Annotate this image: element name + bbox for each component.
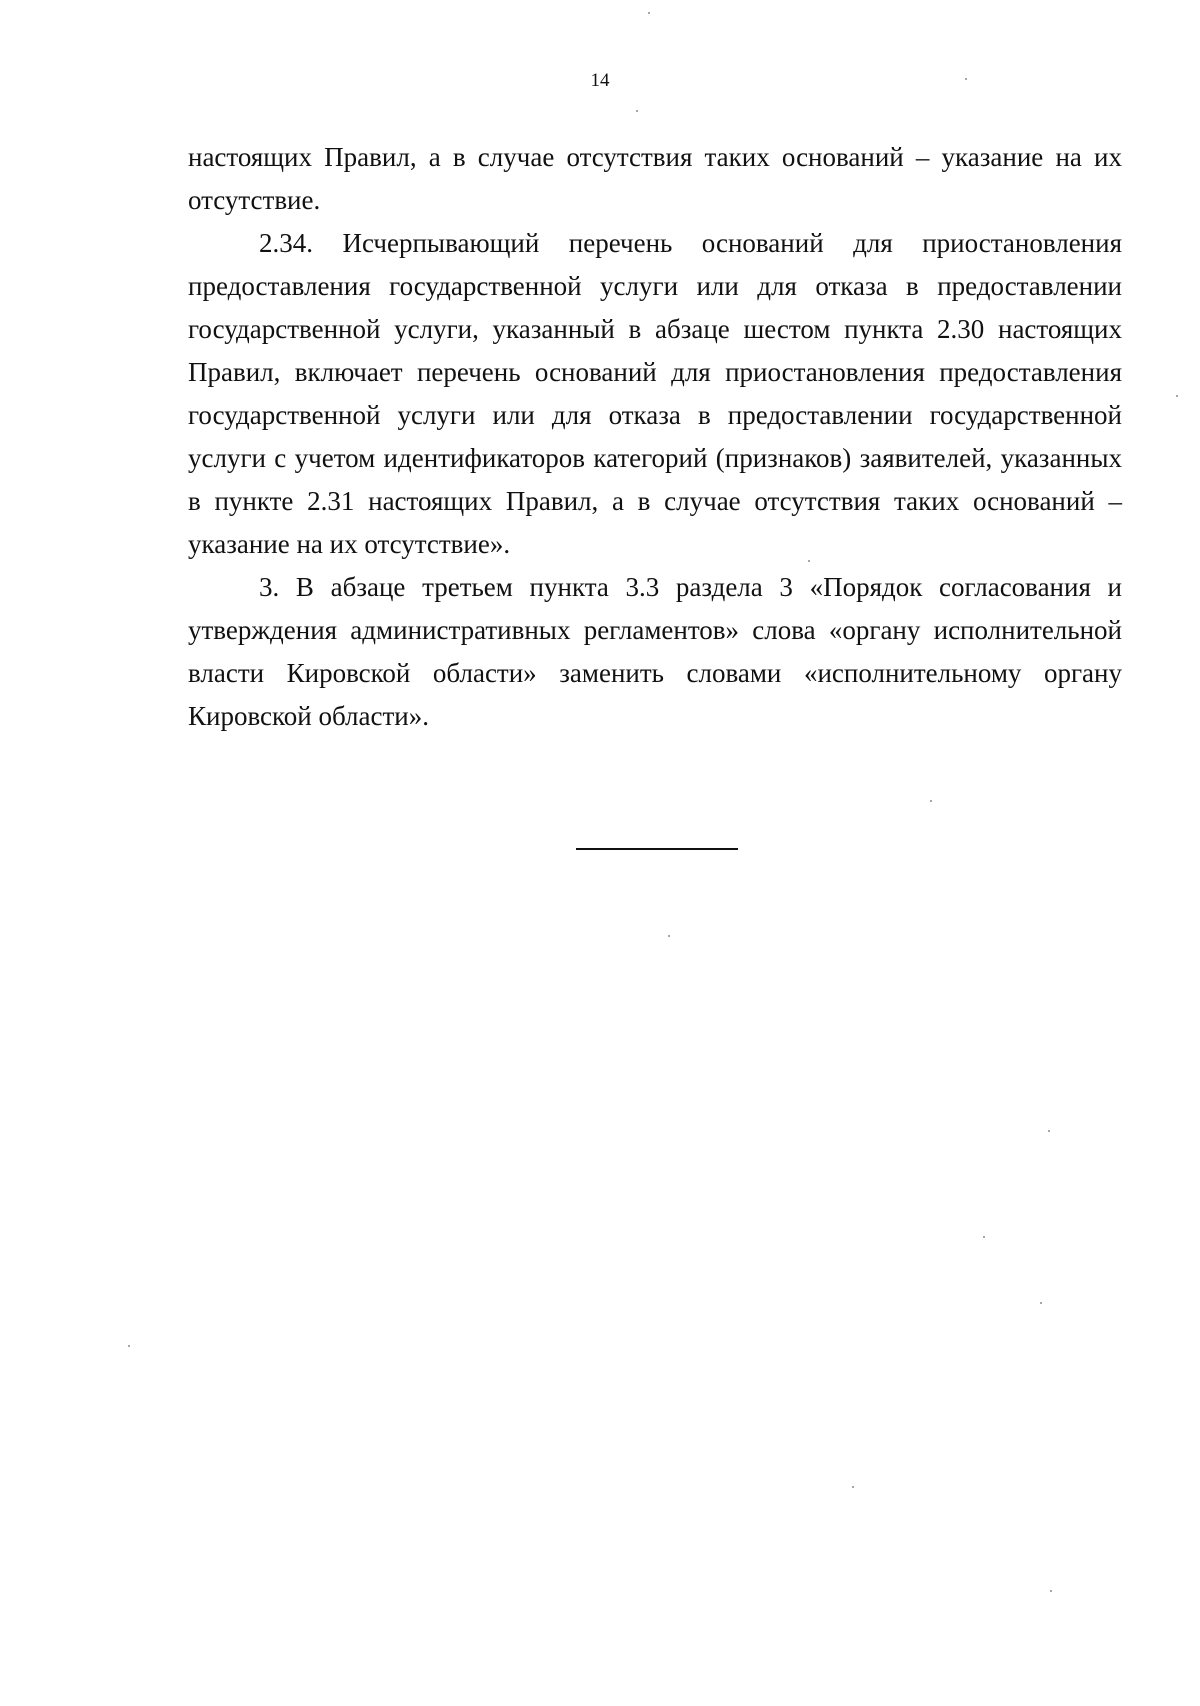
scan-speck <box>852 1486 854 1488</box>
scan-speck <box>983 1236 985 1238</box>
scan-speck <box>1048 1130 1050 1132</box>
page-number: 14 <box>590 70 610 91</box>
paragraph-2-34: 2.34. Исчерпывающий перечень оснований для приостановления предоставления государственной услуги или для отказа в предоставлении государственной услуги, указанный в абзаце шестом пункта 2.30 настоящих Правил, включает перечень оснований для приостановления предоставления государственной услуги или для отказа в предоставлении государственной услуги с учетом идентификаторов категорий (признаков) заявителей, указанных в пункте 2.31 настоящих Правил, а в случае отсутствия таких оснований – указание на их отсутствие». <box>188 228 1122 559</box>
end-of-text-rule <box>576 848 738 850</box>
scan-speck <box>808 560 810 562</box>
scan-speck <box>668 935 670 937</box>
paragraph-continuation: настоящих Правил, а в случае отсутствия таких оснований – указание на их отсутствие. <box>188 142 1122 215</box>
scan-speck <box>930 800 932 802</box>
scan-speck <box>636 110 638 112</box>
document-body <box>188 136 1122 738</box>
scan-speck <box>1176 395 1178 397</box>
scan-speck <box>648 12 650 14</box>
scan-speck <box>128 1345 130 1347</box>
scan-speck <box>1050 1590 1052 1592</box>
paragraph-3: 3. В абзаце третьем пункта 3.3 раздела 3 «Порядок согласования и утверждения административных регламентов» слова «органу исполнительной власти Кировской области» заменить словами «исполнительному органу Кировской области». <box>188 572 1122 731</box>
scan-speck <box>965 78 967 80</box>
scan-speck <box>1040 1302 1042 1304</box>
